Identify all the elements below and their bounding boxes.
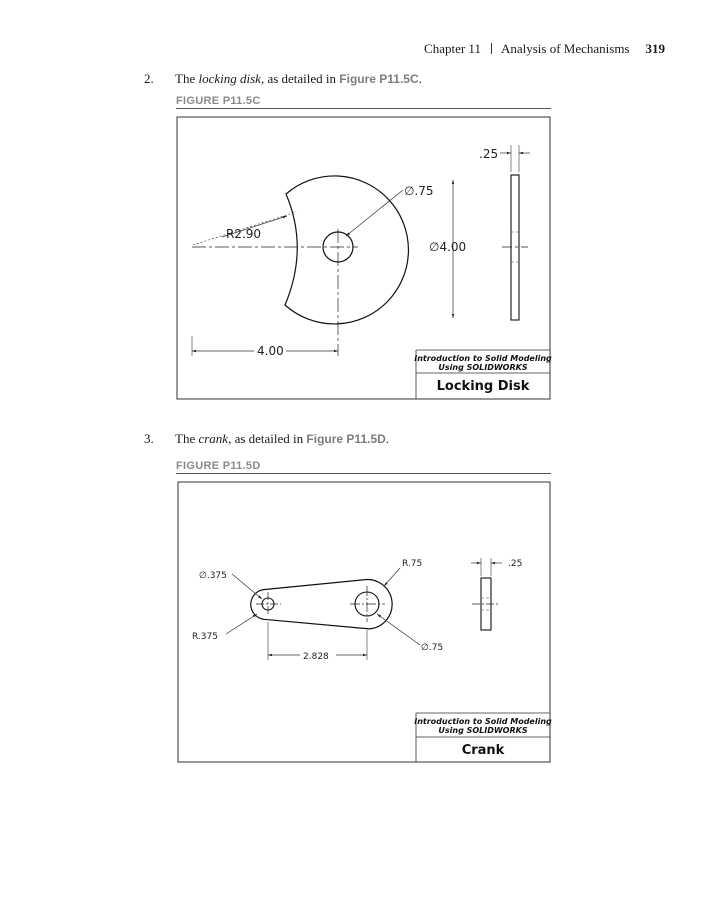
large-hole-dim: ∅.75	[421, 643, 444, 653]
item-text-part: The	[175, 71, 199, 86]
small-radius-leader	[226, 614, 257, 634]
item-text-part: .	[385, 431, 390, 446]
figure-label-p11-5c: FIGURE P11.5C	[176, 95, 551, 109]
figure-reference: Figure P11.5D	[306, 432, 386, 446]
small-radius-dim: R.375	[192, 632, 218, 642]
locking-disk-drawing	[177, 117, 552, 399]
title-block-line1: Introduction to Solid Modeling	[414, 354, 552, 363]
large-radius-leader	[384, 568, 400, 586]
page-number: 319	[645, 41, 665, 56]
title-block-part-name: Locking Disk	[436, 379, 530, 394]
chapter-label: Chapter 11	[424, 41, 481, 56]
thickness-dim: .25	[479, 147, 499, 161]
large-radius-dim: R.75	[402, 559, 423, 569]
hole-leader	[346, 190, 403, 236]
small-hole-leader	[232, 574, 262, 599]
offset-dim: 4.00	[257, 344, 284, 358]
item-italic-term: crank	[198, 431, 229, 446]
item-text-part: , as detailed in	[228, 431, 307, 446]
crank-thickness-dim: .25	[508, 559, 523, 569]
outer-diameter-dim: ∅4.00	[429, 240, 467, 254]
side-view	[511, 175, 519, 320]
figure-reference: Figure P11.5C	[339, 72, 419, 86]
hole-diameter-dim: ∅.75	[404, 184, 434, 198]
item-text-part: The	[175, 431, 199, 446]
section-title: Analysis of Mechanisms	[500, 41, 630, 56]
small-hole-dim: ∅.375	[199, 571, 227, 581]
figure-label-p11-5d: FIGURE P11.5D	[176, 460, 551, 474]
item-text-part: , as detailed in	[260, 71, 340, 86]
item-italic-term: locking disk	[198, 71, 261, 86]
title-block-line1: Introduction to Solid Modeling	[414, 717, 552, 726]
large-hole-leader	[377, 614, 420, 645]
center-distance-dim: 2.828	[303, 652, 329, 662]
item-number: 2.	[144, 71, 154, 86]
title-block-part-name: Crank	[461, 743, 505, 758]
item-number: 3.	[144, 431, 154, 446]
radius-dim: R2.90	[226, 227, 262, 241]
title-block-line2: Using SOLIDWORKS	[438, 363, 528, 372]
crank-drawing	[178, 482, 552, 762]
item-text-part: .	[418, 71, 422, 86]
title-block-line2: Using SOLIDWORKS	[438, 726, 528, 735]
disk-outline	[285, 176, 408, 324]
